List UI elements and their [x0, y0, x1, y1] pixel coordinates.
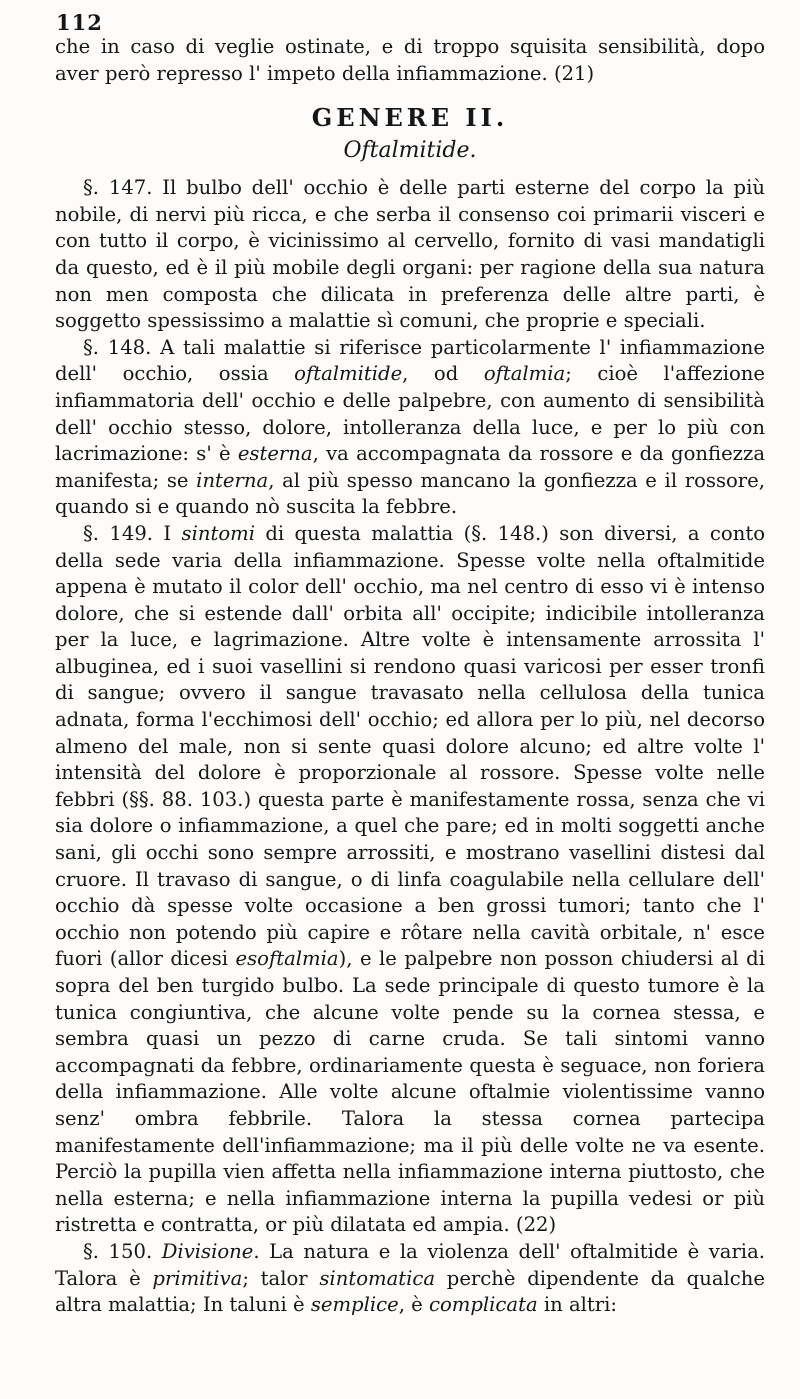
intro-paragraph: che in caso di veglie ostinate, e di troppo squisita sensibilità, dopo aver però represso l' impeto della infiammazione. (21)	[55, 35, 765, 85]
text-run: I	[163, 521, 182, 545]
genre-title: Oftalmitide.	[343, 138, 477, 164]
section-number: §. 149.	[83, 521, 154, 545]
page-number: 112	[56, 10, 103, 35]
section-number: §. 148.	[83, 335, 152, 359]
text-run: Il bulbo dell' occhio è delle parti esterne del corpo la più nobile, di nervi più ricca, e che serba il consenso coi primarii visceri e con tutto il corpo, è vicinissimo al cervello, fornito di vasi mandatigli da questo, ed è il più mobile degli organi: per ragione della sua natura non men composta che dilicata in preferenza delle altre parti, è soggetto spessissimo a malattie sì comuni, che proprie e speciali.	[55, 176, 765, 333]
text-run: ; cioè l'affezione infiammatoria dell' occhio e delle palpebre, con aumento di sensibilità dell' occhio stesso, dolore, intolleranza della luce, e per lo più con lacrimazione: s' è	[55, 362, 765, 466]
section-paragraph	[55, 335, 765, 521]
italic-term: sintomatica	[319, 1266, 436, 1290]
italic-term: interna	[196, 468, 269, 492]
text-run: ; talor	[242, 1266, 320, 1290]
italic-term: semplice	[310, 1293, 399, 1317]
italic-term: Divisione	[161, 1239, 254, 1263]
section-paragraph	[55, 175, 765, 335]
sections-container	[55, 175, 765, 1319]
text-run: , od	[402, 362, 484, 386]
italic-term: esterna	[237, 442, 313, 466]
text-run: perchè dipendente da qualche altra malattia; In taluni è	[55, 1266, 765, 1317]
text-run: ), e le palpebre non posson chiudersi al di sopra del ben turgido bulbo. La sede principale di questo tumore è la tunica congiuntiva, che alcune volte pende su la cornea stessa, e sembra quasi un pezzo di carne cruda. Se tali sintomi vanno accompagnati da febbre, ordinariamente questa è seguace, non foriera della infiammazione. Alle volte alcune oftalmie violentissime vanno senz' ombra febbrile. Talora la stessa cornea partecipa manifestamente dell'infiammazione; ma il più delle volte ne va esente. Perciò la pupilla vien affetta nella infiammazione interna piuttosto, che nella esterna; e nella infiammazione interna la pupilla vedesi or più ristretta e contratta, or più dilatata ed ampia. (22)	[55, 947, 765, 1237]
section-number: §. 150.	[83, 1239, 153, 1263]
italic-term: primitiva	[152, 1266, 243, 1290]
section-number: §. 147.	[83, 176, 153, 200]
italic-term: oftalmia	[483, 362, 566, 386]
section-paragraph	[55, 1239, 765, 1319]
italic-term: sintomi	[181, 521, 255, 545]
text-run: , va accompagnata da rossore e da gonfiezza manifesta; se	[55, 442, 765, 492]
section-paragraph	[55, 521, 765, 1239]
italic-term: complicata	[428, 1293, 538, 1317]
text-run: , è	[398, 1293, 429, 1317]
text-body	[55, 34, 765, 1319]
text-run: A tali malattie si riferisce particolarmente l' infiammazione dell' occhio, ossia	[55, 335, 765, 386]
text-run: . La natura e la violenza dell' oftalmitide è varia. Talora è	[55, 1239, 765, 1290]
text-run: in altri:	[537, 1293, 618, 1317]
italic-term: oftalmitide	[294, 362, 403, 386]
italic-term: esoftalmia	[235, 947, 339, 971]
text-run: di questa malattia (§. 148.) son diversi, a conto della sede varia della infiammazione. Spesse volte nella oftalmitide appena è mutato il color dell' occhio, ma nel centro di esso vi è intenso dolore, che si estende dall' orbita all' occipite; indicibile intolleranza per la luce, e lagrimazione. Altre volte è intensamente arrossita l' albuginea, ed i suoi vasellini si rendono quasi varicosi per esser tronfi di sangue; ovvero il sangue travasato nella cellulosa della tunica adnata, forma l'ecchimosi dell' occhio; ed allora per lo più, nel decorso almeno del male, non si sente quasi dolore alcuno; ed altre volte l' intensità del dolore è proporzionale al rossore. Spesse volte nelle febbri (§§. 88. 103.) questa parte è manifestamente rossa, senza che vi sia dolore o infiammazione, a quel che pare; ed in molti soggetti anche sani, gli occhi sono sempre arrossiti, e mostrano vasellini distesi dal cruore. Il travaso di sangue, o di linfa coagulabile nella cellulare dell' occhio dà spesse volte occasione a ben grossi tumori; tanto che l' occhio non potendo più capire e rôtare nella cavità orbitale, n' esce fuori (allor dicesi	[55, 521, 765, 971]
text-run: , al più spesso mancano la gonfiezza e il rossore, quando si e quando nò suscita la febbre.	[55, 468, 765, 519]
genre-heading: GENERE II.	[311, 103, 509, 133]
